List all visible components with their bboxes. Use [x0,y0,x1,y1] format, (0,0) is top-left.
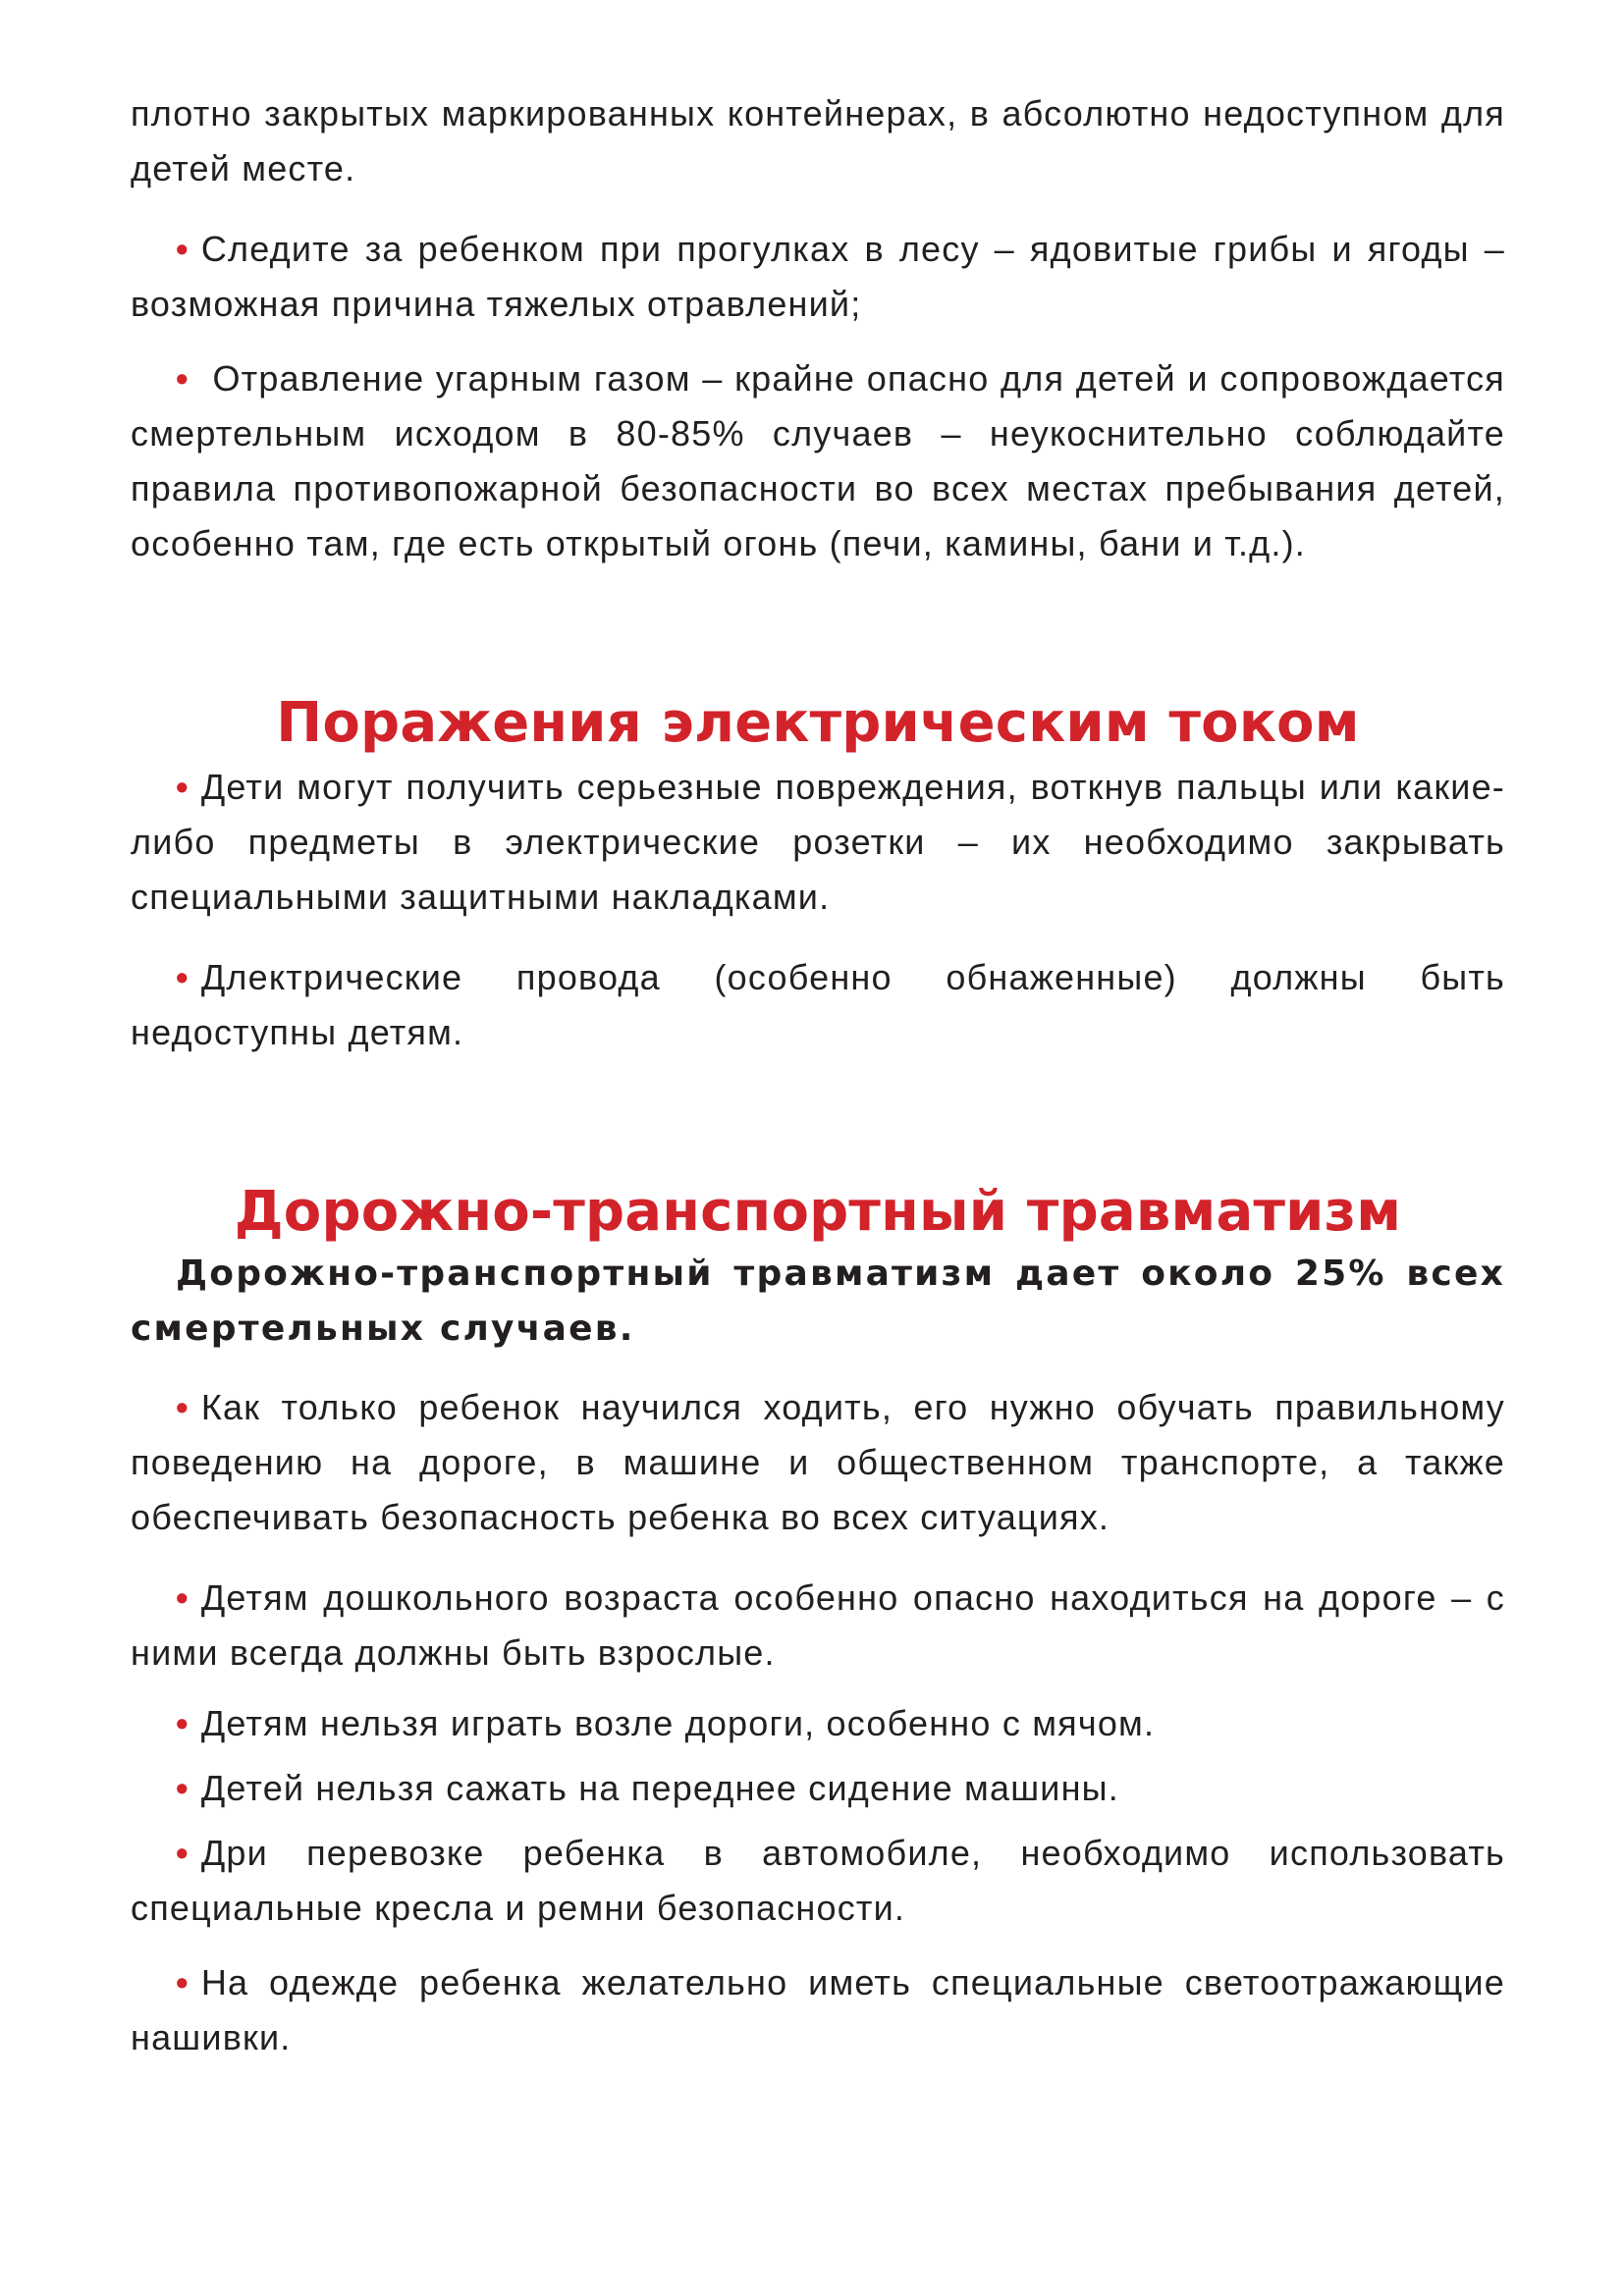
bullet-icon: • [176,1703,189,1743]
list-item [131,351,1505,571]
list-item [131,1826,1505,1936]
list-item-text: Детям дошкольного возраста особенно опасно находиться на дороге – с ними всегда должны быть взрослые. [131,1577,1505,1673]
list-item-text: Детям нельзя играть возле дороги, особенно с мячом. [200,1703,1156,1743]
list-item [131,1955,1505,2065]
list-item-text: Отравление угарным газом – крайне опасно для детей и сопровождается смертельным исходом в 80-85% случаев – неукоснительно соблюдайте правила противопожарной безопасности во всех местах пребывания детей, особенно там, где есть открытый огонь (печи, камины, бани и т.д.). [131,358,1505,563]
list-item [131,1380,1505,1545]
list-item [131,950,1505,1060]
list-item-text: Следите за ребенком при прогулках в лесу – ядовитые грибы и ягоды – возможная причина тяжелых отравлений; [131,229,1505,324]
list-item-text: Детей нельзя сажать на переднее сидение машины. [200,1768,1119,1808]
bullet-icon: • [176,767,189,807]
list-item [131,222,1505,332]
list-item [131,760,1505,925]
bullet-icon: • [176,229,189,269]
bullet-icon: • [176,358,189,399]
document-page [131,86,1505,2065]
bullet-icon: • [176,957,189,997]
list-item-text: Дети могут получить серьезные повреждения, воткнув пальцы или какие-либо предметы в электрические розетки – их необходимо закрывать специальными защитными накладками. [131,767,1505,917]
bullet-icon: • [176,1962,189,2002]
list-item [131,1696,1505,1751]
list-item-text: Как только ребенок научился ходить, его нужно обучать правильному поведению на дороге, в машине и общественном транспорте, а также обеспечивать безопасность ребенка во всех ситуациях. [131,1387,1505,1537]
intro-continuation: плотно закрытых маркированных контейнерах, в абсолютно недоступном для детей месте. [131,93,1505,188]
list-item [131,1761,1505,1816]
list-item-text: Дри перевозке ребенка в автомобиле, необходимо использовать специальные кресла и ремни безопасности. [131,1833,1505,1928]
list-item [131,1571,1505,1681]
list-item-text: Длектрические провода (особенно обнаженные) должны быть недоступны детям. [131,957,1505,1052]
bullet-icon: • [176,1768,189,1808]
bullet-icon: • [176,1387,189,1427]
section-title-electric: Поражения электрическим током [276,691,1360,755]
bullet-icon: • [176,1577,189,1618]
section-title-traffic: Дорожно-транспортный травматизм [234,1180,1402,1244]
list-item-text: На одежде ребенка желательно иметь специальные светоотражающие нашивки. [131,1962,1505,2057]
section-lead: Дорожно-транспортный травматизм дает около 25% всех смертельных случаев. [131,1254,1505,1349]
bullet-icon: • [176,1833,189,1873]
